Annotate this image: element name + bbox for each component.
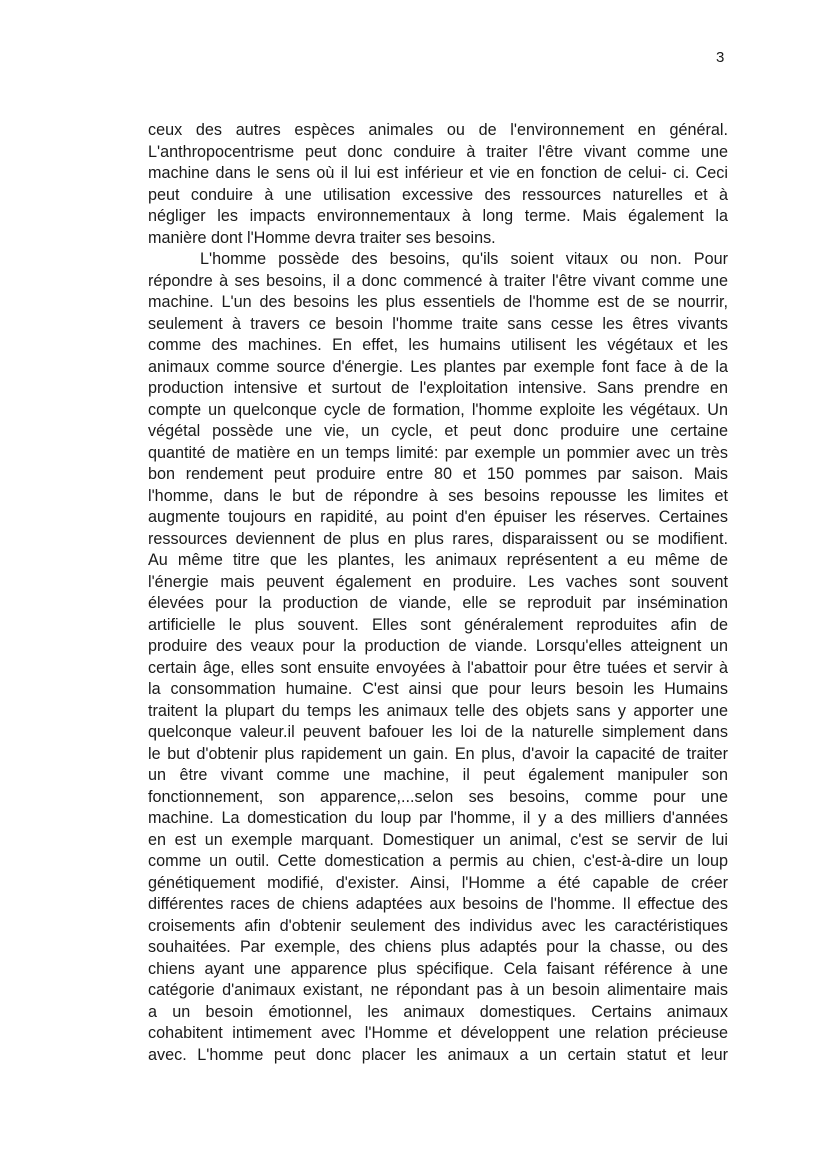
text-line: répondre à ses besoins, il a donc commencé à traiter l'être vivant comme une (148, 271, 728, 290)
text-line: L'anthropocentrisme peut donc conduire à traiter l'être vivant comme une (148, 142, 728, 161)
text-line: produire des veaux pour la production de viande. Lorsqu'elles atteignent un (148, 637, 728, 655)
text-line: fonctionnement, son apparence,...selon ses besoins, comme pour une (148, 787, 728, 806)
body-text (148, 120, 728, 1066)
text-line: artificielle le plus souvent. Elles sont généralement reproduites afin de (148, 615, 728, 634)
text-line: croisements afin d'obtenir seulement des individus avec les caractéristiques (148, 916, 728, 935)
text-line: quelconque valeur.il peuvent bafouer les loi de la naturelle simplement dans (148, 723, 728, 741)
text-line: peut conduire à une utilisation excessive des ressources naturelles et à (148, 185, 728, 204)
text-line: génétiquement modifié, d'exister. Ainsi, l'Homme a été capable de créer (148, 873, 728, 892)
text-line: seulement à travers ce besoin l'homme traite sans cesse les êtres vivants (148, 314, 728, 333)
text-line: l'énergie mais peuvent également en produire. Les vaches sont souvent (148, 572, 728, 591)
text-line: ceux des autres espèces animales ou de l'environnement en général. (148, 121, 728, 139)
text-line: a un besoin émotionnel, les animaux domestiques. Certains animaux (148, 1002, 728, 1021)
text-line: en est un exemple marquant. Domestiquer un animal, c'est se servir de lui (148, 830, 728, 849)
text-line: un être vivant comme une machine, il peut également manipuler son (148, 766, 728, 784)
text-line: quantité de matière en un temps limité: par exemple un pommier avec un très (148, 443, 728, 462)
text-line: différentes races de chiens adaptées aux besoins de l'homme. Il effectue des (148, 895, 728, 913)
text-line: cohabitent intimement avec l'Homme et développent une relation précieuse (148, 1024, 728, 1042)
text-line: catégorie d'animaux existant, ne répondant pas à un besoin alimentaire mais (148, 981, 728, 999)
text-line: L'homme possède des besoins, qu'ils soient vitaux ou non. Pour (200, 250, 728, 268)
text-line: Au même titre que les plantes, les animaux représentent a eu même de (148, 551, 728, 569)
text-line: souhaitées. Par exemple, des chiens plus adaptés pour la chasse, ou des (148, 938, 728, 956)
text-line: comme des machines. En effet, les humains utilisent les végétaux et les (148, 336, 728, 354)
text-line: le but d'obtenir plus rapidement un gain. En plus, d'avoir la capacité de traiter (148, 744, 728, 763)
text-line: animaux comme source d'énergie. Les plantes par exemple font face à de la (148, 357, 728, 376)
text-line: machine. L'un des besoins les plus essentiels de l'homme est de se nourrir, (148, 293, 728, 311)
text-line: ressources deviennent de plus en plus rares, disparaissent ou se modifient. (148, 529, 728, 548)
text-line: traitent la plupart du temps les animaux telle des objets sans y apporter une (148, 701, 728, 720)
text-line: bon rendement peut produire entre 80 et 150 pommes par saison. Mais (148, 465, 728, 483)
text-line: élevées pour la production de viande, elle se reproduit par insémination (148, 594, 728, 612)
text-line: avec. L'homme peut donc placer les animaux a un certain statut et leur (148, 1045, 728, 1064)
text-line: manière dont l'Homme devra traiter ses besoins. (148, 228, 496, 247)
text-line: l'homme, dans le but de répondre à ses besoins repousse les limites et (148, 486, 728, 505)
text-line: certain âge, elles sont ensuite envoyées à l'abattoir pour être tuées et servir à (148, 658, 728, 677)
text-line: production intensive et surtout de l'exploitation intensive. Sans prendre en (148, 379, 728, 397)
text-line: végétal possède une vie, un cycle, et peut donc produire une certaine (148, 422, 728, 440)
text-line: chiens ayant une apparence plus spécifique. Cela faisant référence à une (148, 959, 728, 978)
text-line: machine dans le sens où il lui est inférieur et vie en fonction de celui- ci. Ceci (148, 164, 728, 182)
text-line: augmente toujours en rapidité, au point d'en épuiser les réserves. Certaines (148, 508, 728, 526)
text-line: comme un outil. Cette domestication a permis au chien, c'est-à-dire un loup (148, 852, 728, 870)
text-line: machine. La domestication du loup par l'homme, il y a des milliers d'années (148, 809, 728, 827)
text-line: la consommation humaine. C'est ainsi que pour leurs besoin les Humains (148, 680, 728, 698)
text-line: compte un quelconque cycle de formation, l'homme exploite les végétaux. Un (148, 400, 728, 419)
text-line: négliger les impacts environnementaux à long terme. Mais également la (148, 207, 728, 225)
page-number: 3 (716, 49, 725, 66)
